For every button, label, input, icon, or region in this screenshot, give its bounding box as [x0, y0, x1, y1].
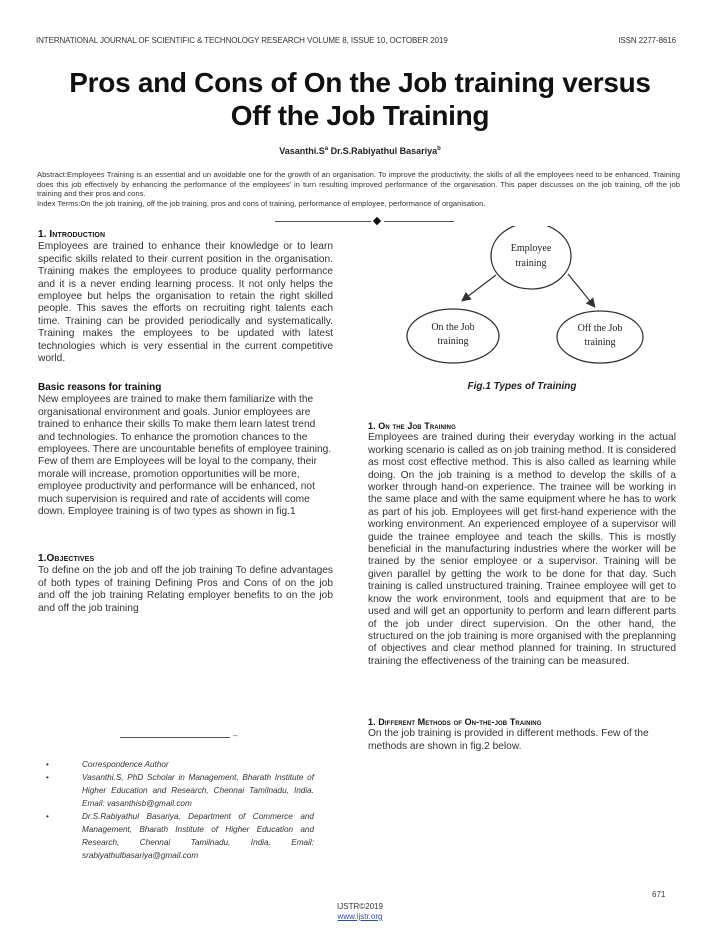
issn: ISSN 2277-8616	[618, 36, 676, 45]
footnote-separator-mark: –	[233, 731, 238, 740]
page-footer	[0, 902, 720, 922]
journal-name: INTERNATIONAL JOURNAL OF SCIENTIFIC & TECHNOLOGY RESEARCH VOLUME 8, ISSUE 10, OCTOBER 2019	[36, 36, 448, 45]
paper-title	[0, 66, 720, 132]
author-footnotes	[46, 758, 314, 862]
right-label-line-2: training	[584, 337, 616, 348]
copyright: IJSTR©2019	[337, 902, 383, 911]
website-link[interactable]: www.ijstr.org	[337, 912, 383, 921]
author-2-affiliation-mark: b	[437, 146, 441, 152]
running-header	[36, 36, 676, 45]
arrow-to-on-the-job	[463, 275, 496, 300]
footnote-separator	[120, 737, 230, 738]
root-label-line-2: training	[515, 258, 547, 269]
section-divider	[275, 218, 450, 226]
divider-line-right	[384, 221, 454, 222]
title-line-1: Pros and Cons of On the Job training versus	[69, 67, 651, 98]
arrow-to-off-the-job	[568, 274, 594, 306]
root-label-line-1: Employee	[510, 243, 552, 254]
on-the-job-section	[368, 420, 676, 668]
training-types-diagram	[400, 226, 680, 371]
basic-reasons-heading: Basic reasons for training	[38, 382, 162, 393]
divider-line-left	[275, 221, 371, 222]
introduction-section	[38, 229, 333, 365]
abstract	[37, 170, 680, 208]
basic-reasons-section	[38, 382, 333, 518]
author-1: Vasanthi.S	[279, 146, 325, 156]
divider-diamond	[373, 217, 381, 225]
objectives-heading: 1.Objectives	[38, 553, 95, 564]
different-methods-heading: 1. Different Methods of On-the-job Training	[368, 717, 542, 727]
author-1-affiliation-mark: a	[324, 146, 329, 152]
objectives-section	[38, 553, 333, 615]
on-the-job-text: Employees are trained during their everyday working in the actual working scenario is called as on job training method. It is considered as most cost effective method. This is also called as learning while doing. On the job training is a method to develop the skills of a worker through hand-on experience. The trainee will be working in the same place and with the same equipment where he has to work as part of his job. Employees will get first-hand experience with the working environment. An experienced employee of a supervisor will guide the trainee employee and teach the skills. This is mostly beneficial in the manufacturing industries where the worker will be trained by the senior employee or a supervisor. Training will be given parallel by getting the work to be done for that day. Such training is called unstructured training. Trainee employee will get to know the work environment, tools and equipment that are to be used and will get an opportunity to perform and learn different parts of the job under direct supervision. On the other hand, the structured on the job training is more organised with the preplanning of objectives and clear method planned for training. In structured training the effectiveness of the training can be measured.	[368, 432, 676, 667]
introduction-heading: 1. Introduction	[38, 229, 106, 240]
different-methods-text: On the job training is provided in different methods. Few of the methods are shown in fig.2 below.	[368, 728, 649, 752]
figure-caption: Fig.1 Types of Training	[467, 381, 577, 392]
basic-reasons-text: New employees are trained to make them familiarize with the organisational environment and goals. Junior employees are trained to enhance their skills To make them learn latest trend and technologies. To enhance the promotion chances to the employees. There are uncountable benefits of employee training. Few of them are Employees will be loyal to the company, their morale will increase, promotion opportunities will be more, employee productivity and performance will be enhanced, not much supervision is required and rate of accidents will come down. Employee training is of two types as shown in fig.1	[38, 394, 332, 518]
title-line-2: Off the Job Training	[230, 100, 490, 131]
page-number: 671	[652, 890, 666, 899]
on-the-job-heading: 1. On the Job Training	[368, 421, 456, 431]
objectives-text: To define on the job and off the job training To define advantages of both types of training Defining Pros and Cons of on the job and off the job training Relating employer benefits to on the job and off the job training	[38, 565, 333, 614]
introduction-text: Employees are trained to enhance their knowledge or to learn specific skills related to their current position in the organisation. Training makes the employees to produce quality performance and it is a never ending learning process. It not only helps the employee but helps the organisation to retain the right skilled people. This saves the efforts on recruiting right talents each time. Training can be provided periodically and systematically. Training makes the employees to be updated with latest technologies which is very essential in the current competitive world.	[38, 241, 333, 365]
different-methods-section	[368, 716, 676, 753]
abstract-text: Abstract:Employees Training is an essential and un avoidable one for the growth of an organisation. To improve the productivity, the skills of all the employees need to be enhanced. Training does this job effectively by enhancing the performance of the employees' in turn resulting improved performance of the organisation. This paper discusses on the job training, off the job training and their pros and cons.	[37, 170, 680, 198]
right-label-line-1: Off the Job	[577, 323, 623, 334]
left-label-line-1: On the Job	[431, 322, 475, 333]
left-label-line-2: training	[437, 336, 469, 347]
author-2: Dr.S.Rabiyathul Basariya	[330, 146, 438, 156]
footnote-correspondence: • Correspondence Author	[46, 758, 314, 771]
author-list	[0, 146, 720, 156]
footnote-author-1: • Vasanthi.S, PhD Scholar in Management, Bharath Institute of Higher Education and Research, Chennai Tamilnadu, India. Email: vasanthisb@gmail.com	[46, 771, 314, 810]
index-terms: Index Terms:On the job training, off the job training, pros and cons of training, performance of employee, performance of organisation.	[37, 198, 486, 208]
footnote-author-2: • Dr.S.Rabiyathul Basariya, Department of Commerce and Management, Bharath Institute of Higher Education and Research, Chennai Tamilnadu, India. Email: srabiyathulbasariya@gmail.com	[46, 810, 314, 862]
